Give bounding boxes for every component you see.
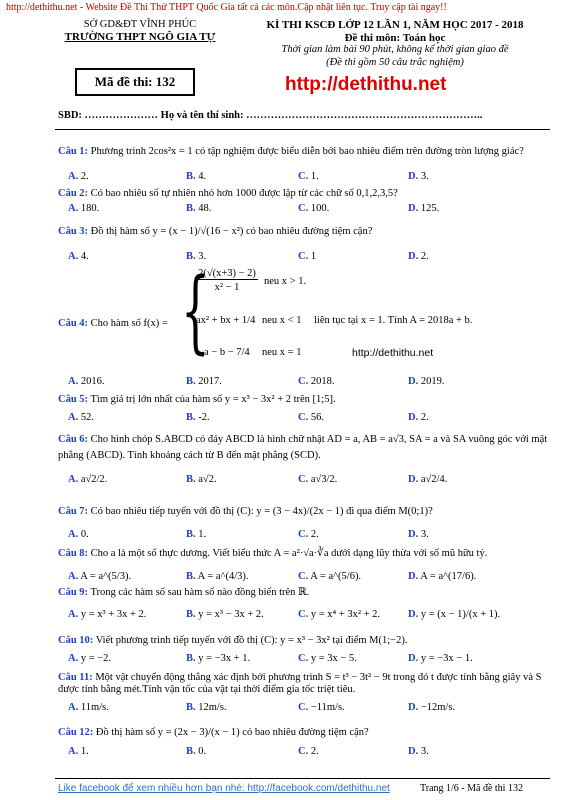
option-d[interactable]: D. 3. [408,746,429,757]
option-letter: B. [186,251,196,262]
option-letter: C. [298,609,309,620]
option-letter: A. [68,609,79,620]
question-text: Cho hàm số f(x) = [90,318,168,329]
footer-page-info: Trang 1/6 - Mã đề thi 132 [420,783,523,794]
question-label: Câu 12: [58,727,94,738]
option-letter: B. [186,529,196,540]
time-note: Thời gian làm bài 90 phút, không kể thời gian giao đề [281,44,509,55]
watermark-link[interactable]: http://dethithu.net [285,74,447,95]
option-a[interactable]: A. y = −2. [68,653,112,664]
option-a[interactable]: A. A = a^(5/3). [68,571,132,582]
question-label: Câu 8: [58,548,89,559]
option-a[interactable]: A. 11m/s. [68,702,109,713]
option-letter: D. [408,412,419,423]
option-letter: C. [298,702,309,713]
question-4-tail: liên tục tại x = 1. Tính A = 2018a + b. [314,315,473,326]
option-letter: D. [408,529,419,540]
question-9 [58,587,548,599]
option-letter: D. [408,653,419,664]
question-11 [58,672,548,696]
count-note: (Đề thi gồm 50 câu trắc nghiệm) [326,56,464,68]
question-text: Có bao nhiêu tiếp tuyến với đồ thị (C): y = (3 − 4x)/(2x − 1) đi qua điểm M(0;1)? [90,506,433,517]
student-info-line: SBD: ………………… Họ và tên thí sinh: ………………………………………………………….. [58,110,483,121]
case3-condition: neu x = 1 [262,347,302,358]
option-a[interactable]: A. 2. [68,171,89,182]
footer-divider [55,778,550,779]
question-5 [58,394,548,406]
option-b[interactable]: B. 2017. [186,376,222,387]
option-letter: C. [298,571,309,582]
options-7 [58,529,548,541]
option-letter: A. [68,412,79,423]
option-a[interactable]: A. 2016. [68,376,105,387]
option-letter: B. [186,412,196,423]
option-c[interactable]: C. 56. [298,412,324,423]
exam-code-box: Mã đề thi: 132 [75,68,195,96]
option-letter: C. [298,412,309,423]
option-letter: D. [408,376,419,387]
options-9 [58,609,548,621]
option-letter: B. [186,474,196,485]
case2-expression: ax² + bx + 1/4 [196,315,256,326]
options-2 [58,203,548,215]
header-divider [55,129,550,130]
option-c[interactable]: C. 2. [298,746,319,757]
option-letter: D. [408,702,419,713]
question-4 [58,318,188,330]
options-4 [58,376,548,388]
option-c[interactable]: C. y = 3x − 5. [298,653,357,664]
option-letter: C. [298,653,309,664]
question-text: Phương trình 2cos²x = 1 có tập nghiệm được biểu diễn bởi bao nhiêu điểm trên đường tròn lượng giác? [90,146,524,157]
option-b[interactable]: B. 3. [186,251,207,262]
options-8 [58,571,548,583]
option-letter: C. [298,203,309,214]
option-b[interactable]: B. A = a^(4/3). [186,571,249,582]
option-letter: D. [408,251,419,262]
case2-condition: neu x < 1 [262,315,302,326]
options-12 [58,746,548,758]
option-letter: B. [186,653,196,664]
options-1 [58,171,548,183]
question-7 [58,506,548,518]
option-letter: A. [68,251,79,262]
option-b[interactable]: B. 1. [186,529,207,540]
option-d[interactable]: D. 2. [408,412,429,423]
option-letter: D. [408,203,419,214]
option-a[interactable]: A. 0. [68,529,89,540]
option-b[interactable]: B. y = −3x + 1. [186,653,251,664]
case3-expression: a − b − 7/4 [204,347,250,358]
question-2 [58,188,548,200]
option-d[interactable]: D. −12m/s. [408,702,456,713]
option-c[interactable]: C. a√3/2. [298,474,338,485]
question-3 [58,226,548,238]
question-label: Câu 3: [58,226,89,237]
option-c[interactable]: C. 1 [298,251,317,262]
option-letter: A. [68,203,79,214]
department-name: SỞ GD&ĐT VĨNH PHÚC [83,19,197,30]
question-label: Câu 1: [58,146,89,157]
option-letter: C. [298,376,309,387]
header-right [250,19,540,69]
option-letter: D. [408,571,419,582]
header-left [40,19,240,43]
top-banner[interactable]: http://dethithu.net - Website Đề Thi Thử THPT Quốc Gia tất cả các môn.Cập nhật liên tục. Truy cập tài ngay!! [6,2,447,13]
question-1 [58,146,548,158]
question-text: Có bao nhiêu số tự nhiên nhỏ hơn 1000 được lập từ các chữ số 0,1,2,3,5? [90,188,398,199]
option-d[interactable]: D. A = a^(17/6). [408,571,477,582]
option-b[interactable]: B. 12m/s. [186,702,227,713]
option-d[interactable]: D. 125. [408,203,440,214]
question-text: Đồ thị hàm số y = (2x − 3)/(x − 1) có bao nhiêu đường tiệm cận? [95,727,369,738]
option-letter: B. [186,203,196,214]
option-letter: D. [408,746,419,757]
option-letter: A. [68,746,79,757]
option-b[interactable]: B. 4. [186,171,207,182]
question-label: Câu 10: [58,635,94,646]
question-text: Cho hình chóp S.ABCD có đáy ABCD là hình chữ nhật AD = a, AB = a√3, SA = a và SA vuông góc với mặt phẳng (ABCD). Tính khoảng cách từ B đến mặt phẳng (SCD). [58,434,548,461]
option-letter: C. [298,746,309,757]
option-letter: C. [298,529,309,540]
option-letter: B. [186,609,196,620]
option-letter: D. [408,609,419,620]
option-letter: A. [68,653,79,664]
question-label: Câu 7: [58,506,89,517]
question-label: Câu 9: [58,587,89,598]
question-text: Đồ thị hàm số y = (x − 1)/√(16 − x²) có bao nhiêu đường tiệm cận? [90,226,373,237]
option-letter: C. [298,251,309,262]
option-letter: A. [68,571,79,582]
option-d[interactable]: D. 2019. [408,376,445,387]
option-d[interactable]: D. a√2/4. [408,474,448,485]
option-letter: B. [186,171,196,182]
inline-watermark-link[interactable]: http://dethithu.net [352,347,434,359]
option-a[interactable]: A. y = x³ + 3x + 2. [68,609,147,620]
question-label: Câu 2: [58,188,89,199]
option-a[interactable]: A. 1. [68,746,89,757]
option-c[interactable]: C. A = a^(5/6). [298,571,362,582]
option-b[interactable]: B. 0. [186,746,207,757]
option-c[interactable]: C. y = x⁴ + 3x² + 2. [298,609,381,620]
option-letter: A. [68,529,79,540]
options-3 [58,251,548,263]
case1-condition: neu x > 1. [264,276,307,287]
option-letter: B. [186,376,196,387]
option-c[interactable]: C. 2018. [298,376,335,387]
option-letter: D. [408,171,419,182]
exam-subject: Đề thi môn: Toán học [344,31,446,44]
option-letter: B. [186,571,196,582]
option-b[interactable]: B. 48. [186,203,212,214]
footer-facebook-link[interactable]: Like facebook để xem nhiều hơn bạn nhé: http://facebook.com/dethithu.net [58,783,390,794]
option-b[interactable]: B. y = x³ − 3x + 2. [186,609,264,620]
option-c[interactable]: C. 2. [298,529,319,540]
option-d[interactable]: D. y = (x − 1)/(x + 1). [408,609,501,620]
option-d[interactable]: D. 3. [408,171,429,182]
question-text: Viết phương trình tiếp tuyến với đồ thị (C): y = x³ − 3x² tại điểm M(1;−2). [95,635,408,646]
option-letter: A. [68,376,79,387]
piecewise-brace: { [181,259,210,364]
option-c[interactable]: C. 1. [298,171,319,182]
option-d[interactable]: D. 3. [408,529,429,540]
option-a[interactable]: A. 52. [68,412,94,423]
case1-numerator: 2(√(x+3) − 2) [196,268,258,280]
option-b[interactable]: B. -2. [186,412,210,423]
option-letter: C. [298,171,309,182]
question-label: Câu 6: [58,434,89,445]
option-letter: C. [298,474,309,485]
case1-denominator: x² − 1 [214,282,240,293]
question-text: Cho a là một số thực dương. Viết biểu thức A = a²·√a·∛a dưới dạng lũy thừa với số mũ hữu tỷ. [90,548,488,559]
option-c[interactable]: C. −11m/s. [298,702,345,713]
options-11 [58,702,548,714]
question-text: Một vật chuyển động thẳng xác định bởi phương trình S = t³ − 3t² − 9t trong đó t được tính bằng giây và S được tính bằng mét.Tính vận tốc của vật tại thời điểm gia tốc triệt tiêu. [58,672,542,695]
options-5 [58,412,548,424]
option-letter: A. [68,171,79,182]
options-6 [58,474,548,486]
options-10 [58,653,548,665]
option-letter: B. [186,702,196,713]
question-12 [58,727,548,739]
option-a[interactable]: A. 180. [68,203,100,214]
question-text: Tìm giá trị lớn nhất của hàm số y = x³ − 3x² + 2 trên [1;5]. [90,394,336,405]
school-name: TRƯỜNG THPT NGÔ GIA TỰ [64,31,216,43]
question-label: Câu 4: [58,318,89,329]
exam-title: KÌ THI KSCĐ LỚP 12 LẦN 1, NĂM HỌC 2017 - 2018 [266,19,524,31]
question-label: Câu 11: [58,672,93,683]
question-text: Trong các hàm số sau hàm số nào đồng biến trên ℝ. [90,587,310,598]
option-c[interactable]: C. 100. [298,203,330,214]
option-letter: A. [68,474,79,485]
question-6 [58,432,548,464]
option-d[interactable]: D. y = −3x − 1. [408,653,473,664]
option-a[interactable]: A. 4. [68,251,89,262]
option-a[interactable]: A. a√2/2. [68,474,108,485]
option-d[interactable]: D. 2. [408,251,429,262]
question-8 [58,548,548,560]
option-letter: B. [186,746,196,757]
option-letter: A. [68,702,79,713]
option-letter: D. [408,474,419,485]
question-10 [58,635,548,647]
option-b[interactable]: B. a√2. [186,474,217,485]
question-label: Câu 5: [58,394,89,405]
